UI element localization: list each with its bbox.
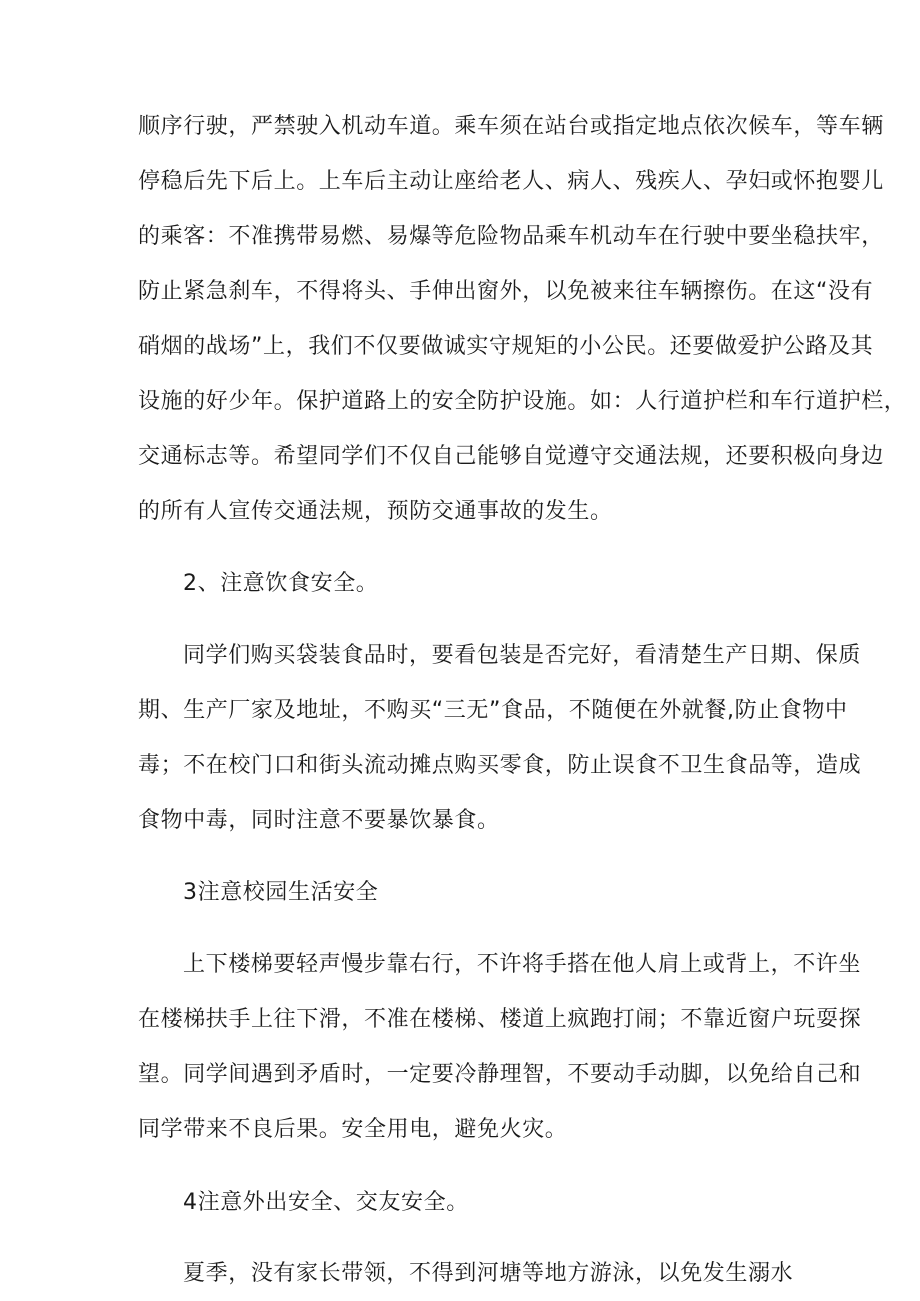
paragraph-line: 的所有人宣传交通法规，预防交通事故的发生。	[138, 499, 613, 524]
paragraph-line: 夏季，没有家长带领，不得到河塘等地方游泳，以免发生溺水	[183, 1261, 794, 1286]
paragraph-line: 望。同学间遇到矛盾时，一定要冷静理智，不要动手动脚，以免给自己和	[138, 1062, 862, 1087]
paragraph-line: 顺序行驶，严禁驶入机动车道。乘车须在站台或指定地点依次候车，等车辆	[138, 114, 884, 139]
paragraph-line: 交通标志等。希望同学们不仅自己能够自觉遵守交通法规，还要积极向身边	[138, 444, 884, 469]
paragraph-line: 的乘客：不准携带易燃、易爆等危险物品乘车机动车在行驶中要坐稳扶牢，	[138, 224, 884, 249]
paragraph-line: 食物中毒，同时注意不要暴饮暴食。	[138, 808, 500, 833]
paragraph-line: 同学们购买袋装食品时，要看包装是否完好，看清楚生产日期、保质	[183, 643, 862, 668]
section-heading: 3注意校园生活安全	[183, 880, 379, 905]
section-heading: 2、注意饮食安全。	[183, 571, 379, 596]
paragraph-line: 防止紧急刹车，不得将头、手伸出窗外，以免被来往车辆擦伤。在这“没有	[138, 279, 874, 304]
paragraph-line: 停稳后先下后上。上车后主动让座给老人、病人、残疾人、孕妇或怀抱婴儿	[138, 169, 884, 194]
section-heading: 4注意外出安全、交友安全。	[183, 1190, 469, 1215]
paragraph-line: 期、生产厂家及地址，不购买“三无”食品，不随便在外就餐,防止食物中	[138, 698, 848, 723]
paragraph-line: 上下楼梯要轻声慢步靠右行，不许将手搭在他人肩上或背上，不许坐	[183, 952, 862, 977]
paragraph-line: 在楼梯扶手上往下滑，不准在楼梯、楼道上疯跑打闹；不靠近窗户玩耍探	[138, 1007, 862, 1032]
paragraph-line: 设施的好少年。保护道路上的安全防护设施。如：人行道护栏和车行道护栏，	[138, 389, 907, 414]
paragraph-line: 毒；不在校门口和街头流动摊点购买零食，防止误食不卫生食品等，造成	[138, 753, 862, 778]
paragraph-line: 硝烟的战场”上，我们不仅要做诚实守规矩的小公民。还要做爱护公路及其	[138, 334, 874, 359]
paragraph-line: 同学带来不良后果。安全用电，避免火灾。	[138, 1117, 568, 1142]
